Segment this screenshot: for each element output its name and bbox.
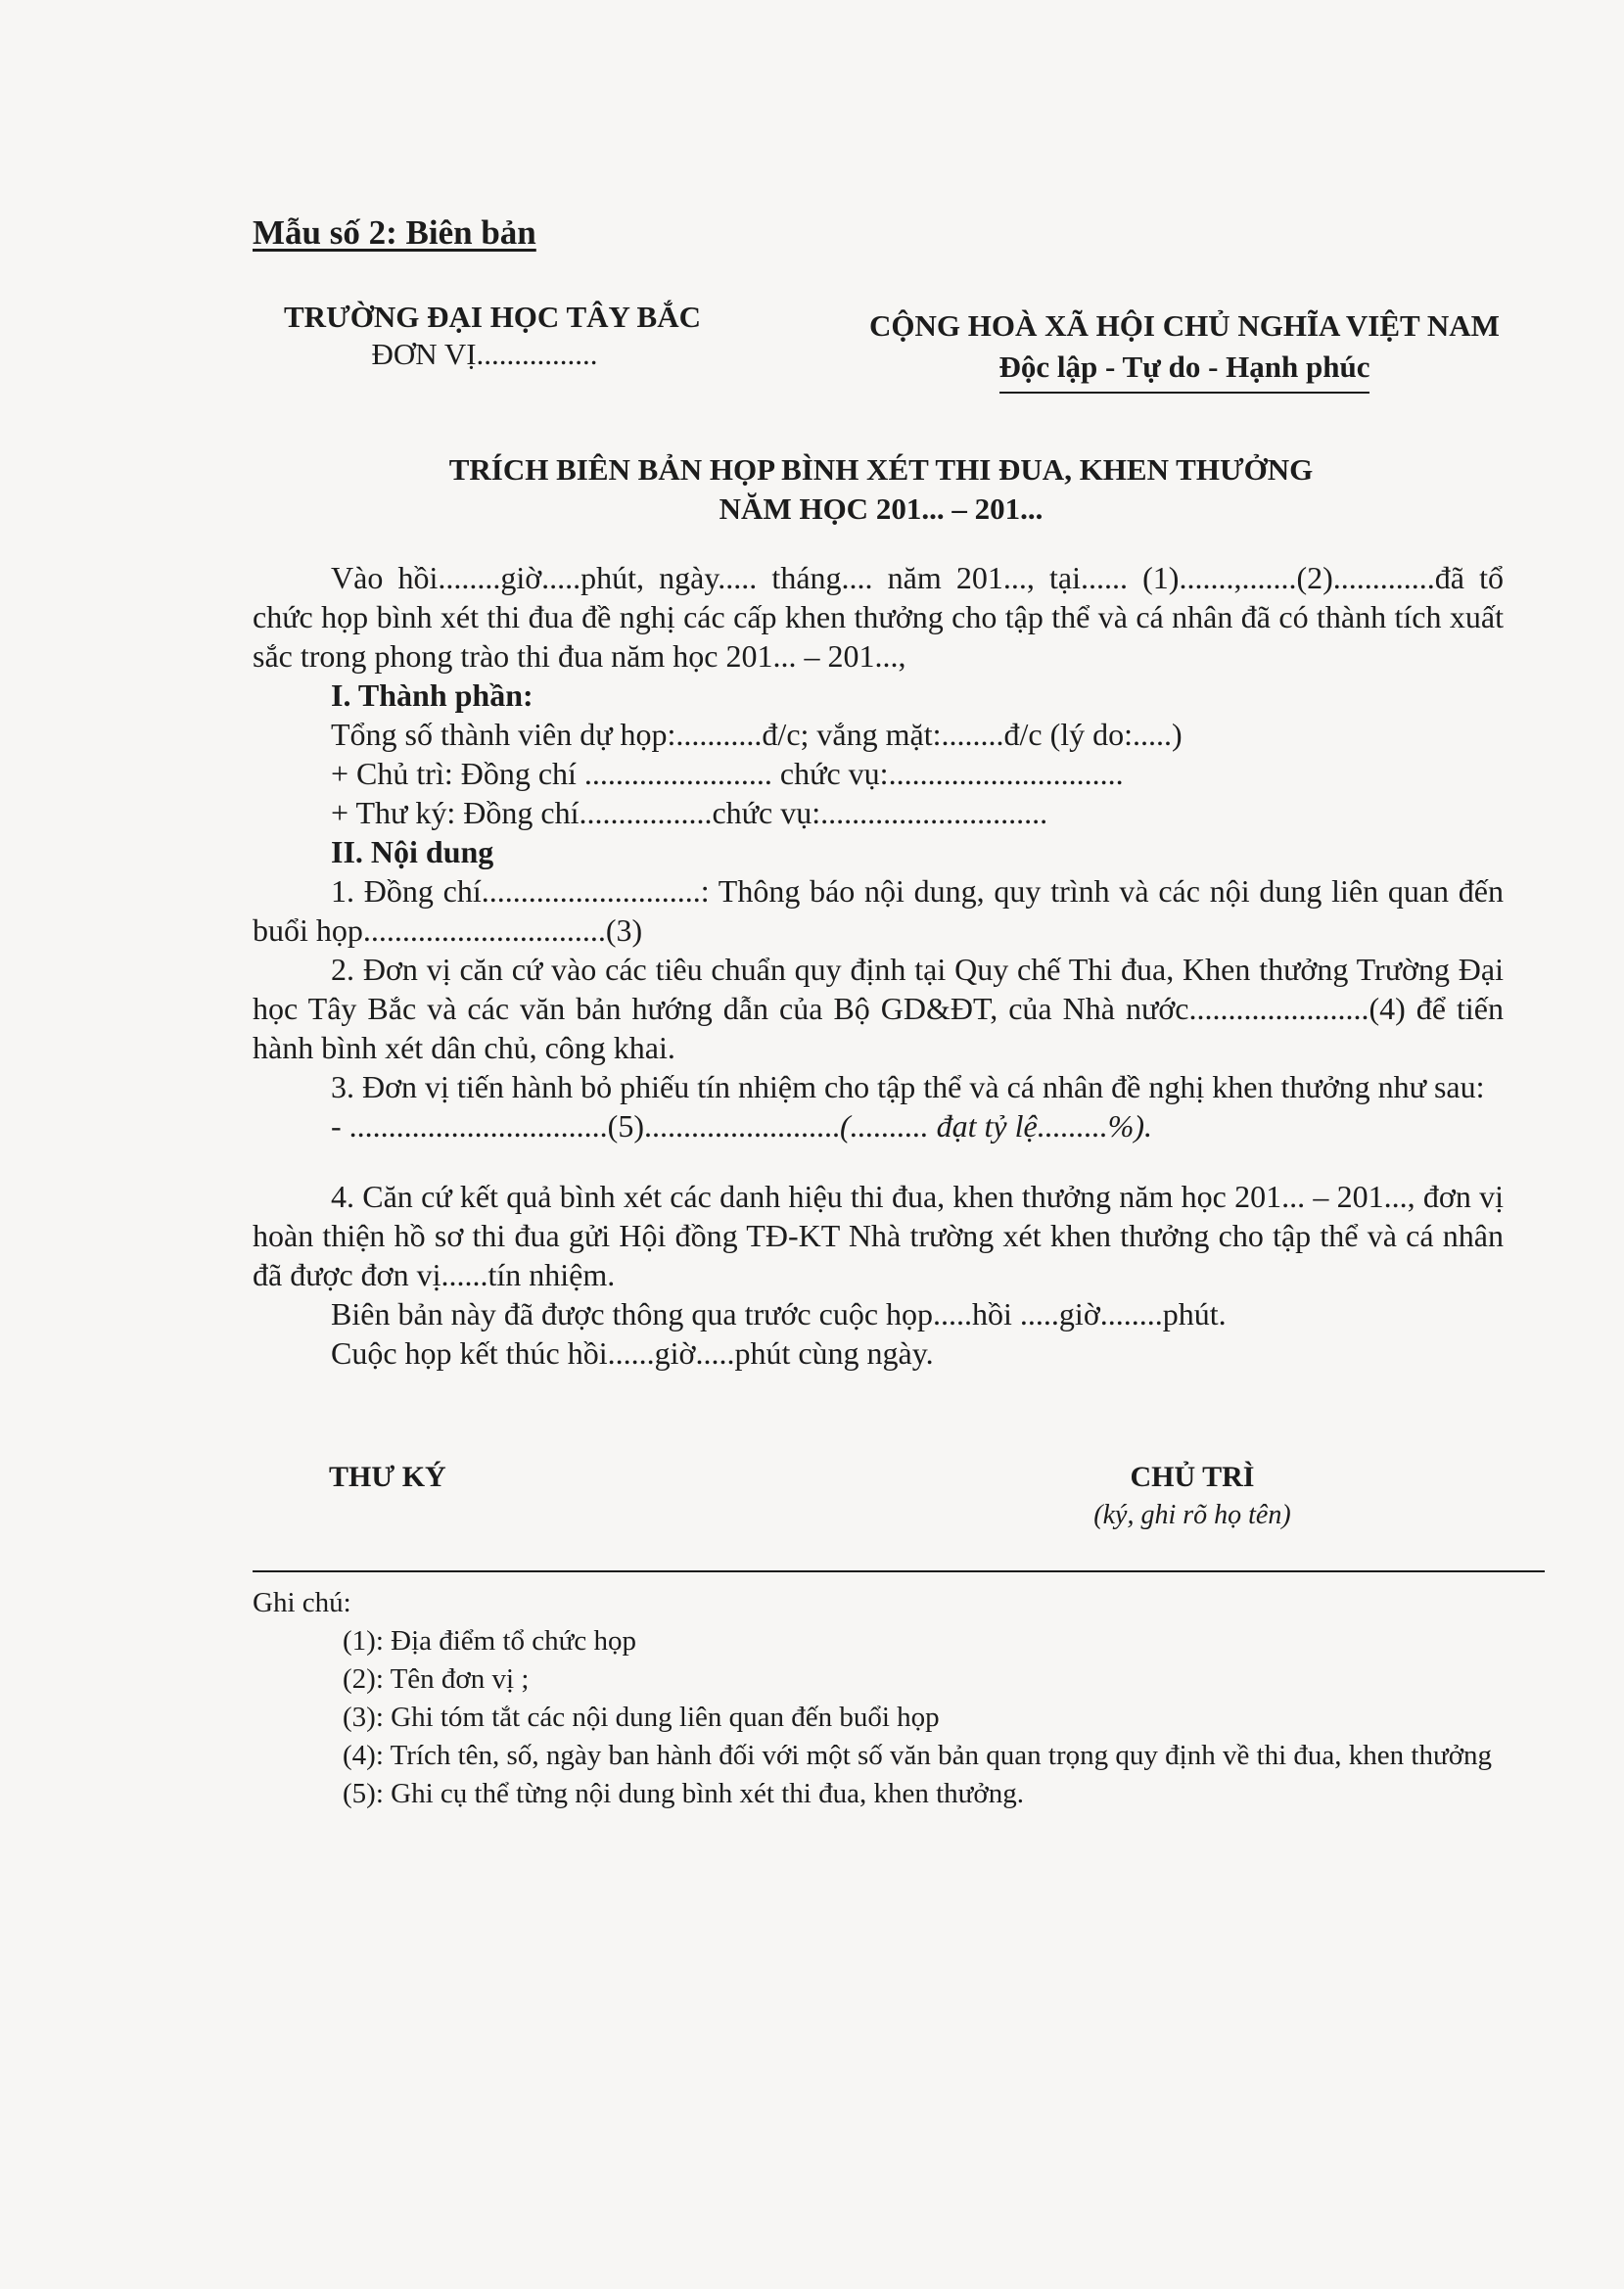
content-item-1: 1. Đồng chí............................: Thông báo nội dung, quy trình và các nội dung liên quan đến buổi họp...............................(3) — [253, 873, 1504, 948]
document-title — [235, 450, 1527, 529]
form-label: Mẫu số 2: Biên bản — [253, 213, 536, 252]
notes-label: Ghi chú: — [253, 1587, 351, 1618]
document-body — [253, 558, 1504, 1373]
vote-result-line — [253, 1106, 1504, 1145]
chair-signature — [1045, 1461, 1339, 1531]
content-item-4: 4. Căn cứ kết quả bình xét các danh hiệu thi đua, khen thưởng năm học 201... – 201..., đơn vị hoàn thiện hồ sơ thi đua gửi Hội đồng TĐ-KT Nhà trường xét khen thưởng cho tập thể và cá nhân đã được đơn vị......tín nhiệm. — [253, 1179, 1504, 1292]
closing-line-1: Biên bản này đã được thông qua trước cuộc họp.....hồi .....giờ........phút. — [331, 1296, 1227, 1331]
secretary-signature-label: THƯ KÝ — [329, 1461, 446, 1493]
vote-result-blank: - .................................(5)......................... — [331, 1108, 840, 1144]
intro-paragraph: Vào hồi........giờ.....phút, ngày..... tháng.... năm 201..., tại...... (1).......,.......(2).............đã tổ chức họp bình xét thi đua đề nghị các cấp khen thưởng cho tập thể và cá nhân đã có thành tích xuất sắc trong phong trào thi đua năm học 201... – 201..., — [253, 560, 1504, 674]
section-2-heading: II. Nội dung — [331, 834, 494, 869]
note-item: (4): Trích tên, số, ngày ban hành đối với một số văn bản quan trọng quy định về thi đua, khen thưởng — [343, 1740, 1493, 1771]
national-motto: Độc lập - Tự do - Hạnh phúc — [999, 347, 1370, 394]
attendance-line: Tổng số thành viên dự họp:...........đ/c; vắng mặt:........đ/c (lý do:.....) — [331, 717, 1183, 752]
content-item-2: 2. Đơn vị căn cứ vào các tiêu chuẩn quy định tại Quy chế Thi đua, Khen thưởng Trường Đại học Tây Bắc và các văn bản hướng dẫn của Bộ GD&ĐT, của Nhà nước.......................(4) để tiến hành bình xét dân chủ, công khai. — [253, 952, 1504, 1065]
secretary-line: + Thư ký: Đồng chí.................chức vụ:............................. — [331, 795, 1048, 830]
note-item: (2): Tên đơn vị ; — [343, 1663, 530, 1695]
chair-line: + Chủ trì: Đồng chí ........................ chức vụ:.............................. — [331, 756, 1124, 791]
issuing-organization-header — [284, 299, 701, 373]
content-item-3: 3. Đơn vị tiến hành bỏ phiếu tín nhiệm cho tập thể và cá nhân đề nghị khen thưởng như sau: — [331, 1069, 1485, 1104]
paragraph-gap — [253, 1145, 1504, 1177]
section-1-heading: I. Thành phần: — [331, 677, 534, 713]
divider-line — [253, 1570, 1545, 1572]
chair-signature-note: (ký, ghi rõ họ tên) — [1093, 1500, 1291, 1530]
notes-section — [253, 1584, 1504, 1813]
unit-field: ĐƠN VỊ................ — [371, 337, 598, 371]
vote-rate: (.......... đạt tỷ lệ.........%). — [839, 1108, 1153, 1144]
note-item: (5): Ghi cụ thể từng nội dung bình xét thi đua, khen thưởng. — [343, 1778, 1024, 1809]
note-item: (1): Địa điểm tổ chức họp — [343, 1625, 636, 1657]
title-line-1: TRÍCH BIÊN BẢN HỌP BÌNH XÉT THI ĐUA, KHEN THƯỞNG — [448, 452, 1314, 487]
national-header — [861, 305, 1508, 394]
note-item: (3): Ghi tóm tắt các nội dung liên quan đến buổi họp — [343, 1702, 940, 1733]
closing-line-2: Cuộc họp kết thúc hồi......giờ.....phút cùng ngày. — [331, 1335, 934, 1371]
title-line-2: NĂM HỌC 201... – 201... — [719, 491, 1044, 526]
nation-name: CỘNG HOÀ XÃ HỘI CHỦ NGHĨA VIỆT NAM — [869, 308, 1500, 343]
organization-name: TRƯỜNG ĐẠI HỌC TÂY BẮC — [284, 300, 701, 334]
chair-signature-label: CHỦ TRÌ — [1130, 1461, 1255, 1493]
signature-block — [253, 1461, 1504, 1549]
